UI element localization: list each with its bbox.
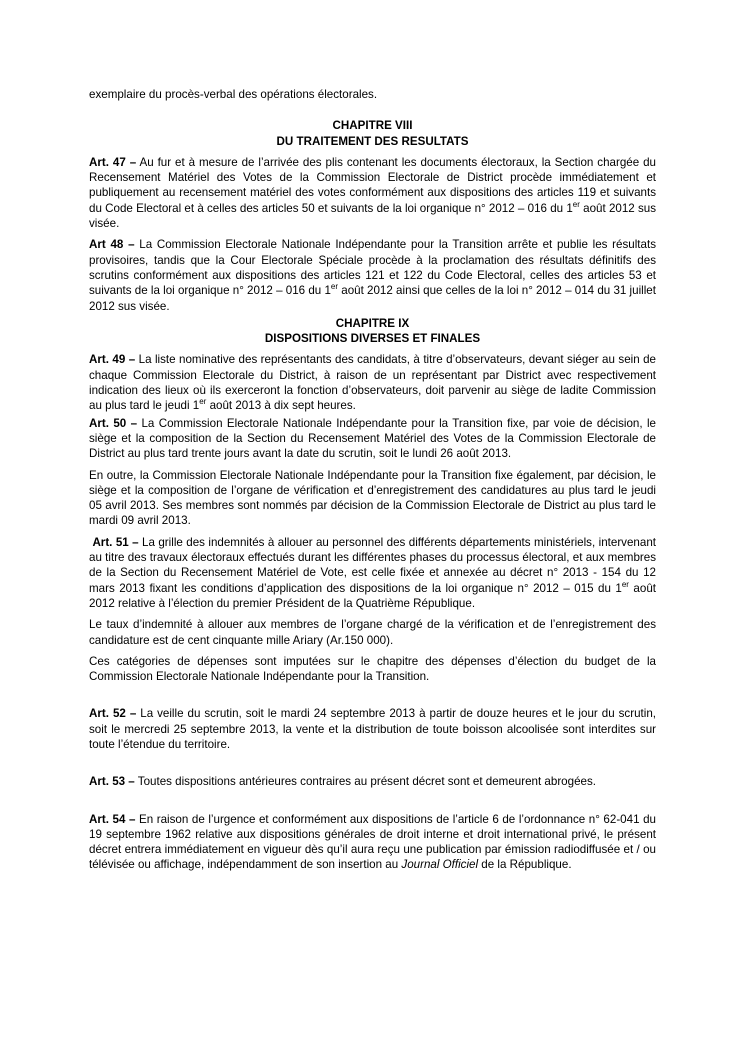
article-52-label: Art. 52 – <box>89 707 137 721</box>
article-53 <box>89 774 656 789</box>
chapter-8-heading <box>89 118 656 149</box>
article-53-label: Art. 53 – <box>89 775 135 789</box>
article-53-text: Toutes dispositions antérieures contraires au présent décret sont et demeurent abrogées. <box>134 775 596 789</box>
article-50-label: Art. 50 – <box>89 416 138 430</box>
article-47-sup: er <box>572 199 580 209</box>
article-51-extra-1: Le taux d’indemnité à allouer aux membres de l’organe chargé de la vérification et de l’enregistrement des candidature est de cent cinquante mille Ariary (Ar.150 000). <box>89 618 656 647</box>
article-54-text: En raison de l’urgence et conformément aux dispositions de l’article 6 de l’ordonnance n° 62-041 du 19 septembre 1962 relative aux dispositions générales de droit interne et droit international privé, le présent décret entrera immédiatement en vigueur dès qu’il aura reçu une publication par émission radiodiffusée et / ou télévisée ou affichage, indépendamment de son insertion au <box>89 812 656 872</box>
chapter-9-subtitle: DISPOSITIONS DIVERSES ET FINALES <box>264 332 481 346</box>
article-54-label: Art. 54 – <box>89 812 136 826</box>
article-52 <box>89 706 656 752</box>
article-52-text: La veille du scrutin, soit le mardi 24 septembre 2013 à partir de douze heures et le jour du scrutin, soit le mercredi 25 septembre 2013, la vente et la distribution de toute boisson alcoolisée sont interdites sur toute l’étendue du territoire. <box>89 707 656 751</box>
intro-text: exemplaire du procès-verbal des opérations électorales. <box>89 88 378 101</box>
article-54-text-end: de la République. <box>478 858 572 872</box>
article-49 <box>89 352 656 413</box>
chapter-9-title: CHAPITRE IX <box>335 316 410 330</box>
article-51-text-end: août 2012 relative à l’élection du premier Président de la Quatrième République. <box>89 581 656 610</box>
chapter-8-title: CHAPITRE VIII <box>332 119 413 133</box>
article-54-italic: Journal Officiel <box>401 858 479 872</box>
article-49-text-end: août 2013 à dix sept heures. <box>206 399 356 413</box>
article-54 <box>89 812 656 873</box>
document-page <box>89 87 656 879</box>
article-48-label: Art 48 – <box>89 238 135 252</box>
article-51-label: Art. 51 – <box>92 535 139 549</box>
article-47 <box>89 155 656 231</box>
article-49-text: La liste nominative des représentants des candidats, à titre d’observateurs, devant siéger au sein de chaque Commission Electorale du District, à raison de un représentant par District avec respectivement indication des lieux où ils exerceront la fonction d’observateurs, doit parvenir au siège de ladite Commission au plus tard le jeudi 1 <box>89 353 656 413</box>
article-51-sup: er <box>621 579 629 589</box>
chapter-8-subtitle: DU TRAITEMENT DES RESULTATS <box>276 134 469 148</box>
article-50-extra: En outre, la Commission Electorale Nationale Indépendante pour la Transition fixe également, par décision, le siège et la composition de l’organe de vérification et d’enregistrement des candidatures au plus tard le jeudi 05 avril 2013. Ses membres sont nommés par décision de la Commission Electorale de District au plus tard le mardi 09 avril 2013. <box>89 468 656 528</box>
article-49-label: Art. 49 – <box>89 353 136 367</box>
article-48 <box>89 237 656 313</box>
article-51 <box>89 535 656 611</box>
chapter-9-heading <box>89 316 656 347</box>
article-48-sup: er <box>330 282 339 292</box>
article-47-label: Art. 47 – <box>89 155 137 169</box>
article-51-text: La grille des indemnités à allouer au personnel des différents départements ministériels, intervenant au titre des travaux électoraux effectués durant les différentes phases du processus électoral, et aux membres de la Section du Recensement Matériel de Vote, est celle fixée et annexée au décret n° 2013 - 154 du 12 mars 2013 fixant les conditions d’application des dispositions de la loi organique n° 2012 – 015 du 1 <box>89 535 656 595</box>
article-48-text: La Commission Electorale Nationale Indépendante pour la Transition arrête et publie les résultats provisoires, tandis que la Cour Electorale Spéciale procède à la proclamation des résultats définitifs des scrutins conformément aux dispositions des articles 121 et 122 du Code Electoral, celles des articles 53 et suivants de la loi organique n° 2012 – 016 du 1 <box>89 238 656 298</box>
article-47-text: Au fur et à mesure de l’arrivée des plis contenant les documents électoraux, la Section chargée du Recensement Matériel des Votes de la Commission Electorale de District procède immédiatement et publiquement au recensement matériel des votes conformément aux dispositions des articles 119 et suivants du Code Electoral et à celles des articles 50 et suivants de la loi organique n° 2012 – 016 du 1 <box>89 155 656 215</box>
article-49-sup: er <box>199 397 207 407</box>
article-51-extra-2: Ces catégories de dépenses sont imputées sur le chapitre des dépenses d’élection du budget de la Commission Electorale Nationale Indépendante pour la Transition. <box>89 654 656 684</box>
article-50-text: La Commission Electorale Nationale Indépendante pour la Transition fixe, par voie de décision, le siège et la composition de la Section du Recensement Matériel des Votes de la Commission Electorale de District au plus tard trente jours avant la date du scrutin, soit le lundi 26 août 2013. <box>89 416 656 461</box>
article-50 <box>89 416 656 462</box>
article-47-text-end: août 2012 sus visée. <box>89 201 657 231</box>
article-48-text-end: août 2012 ainsi que celles de la loi n° 2012 – 014 du 31 juillet 2012 sus visée. <box>89 284 656 313</box>
